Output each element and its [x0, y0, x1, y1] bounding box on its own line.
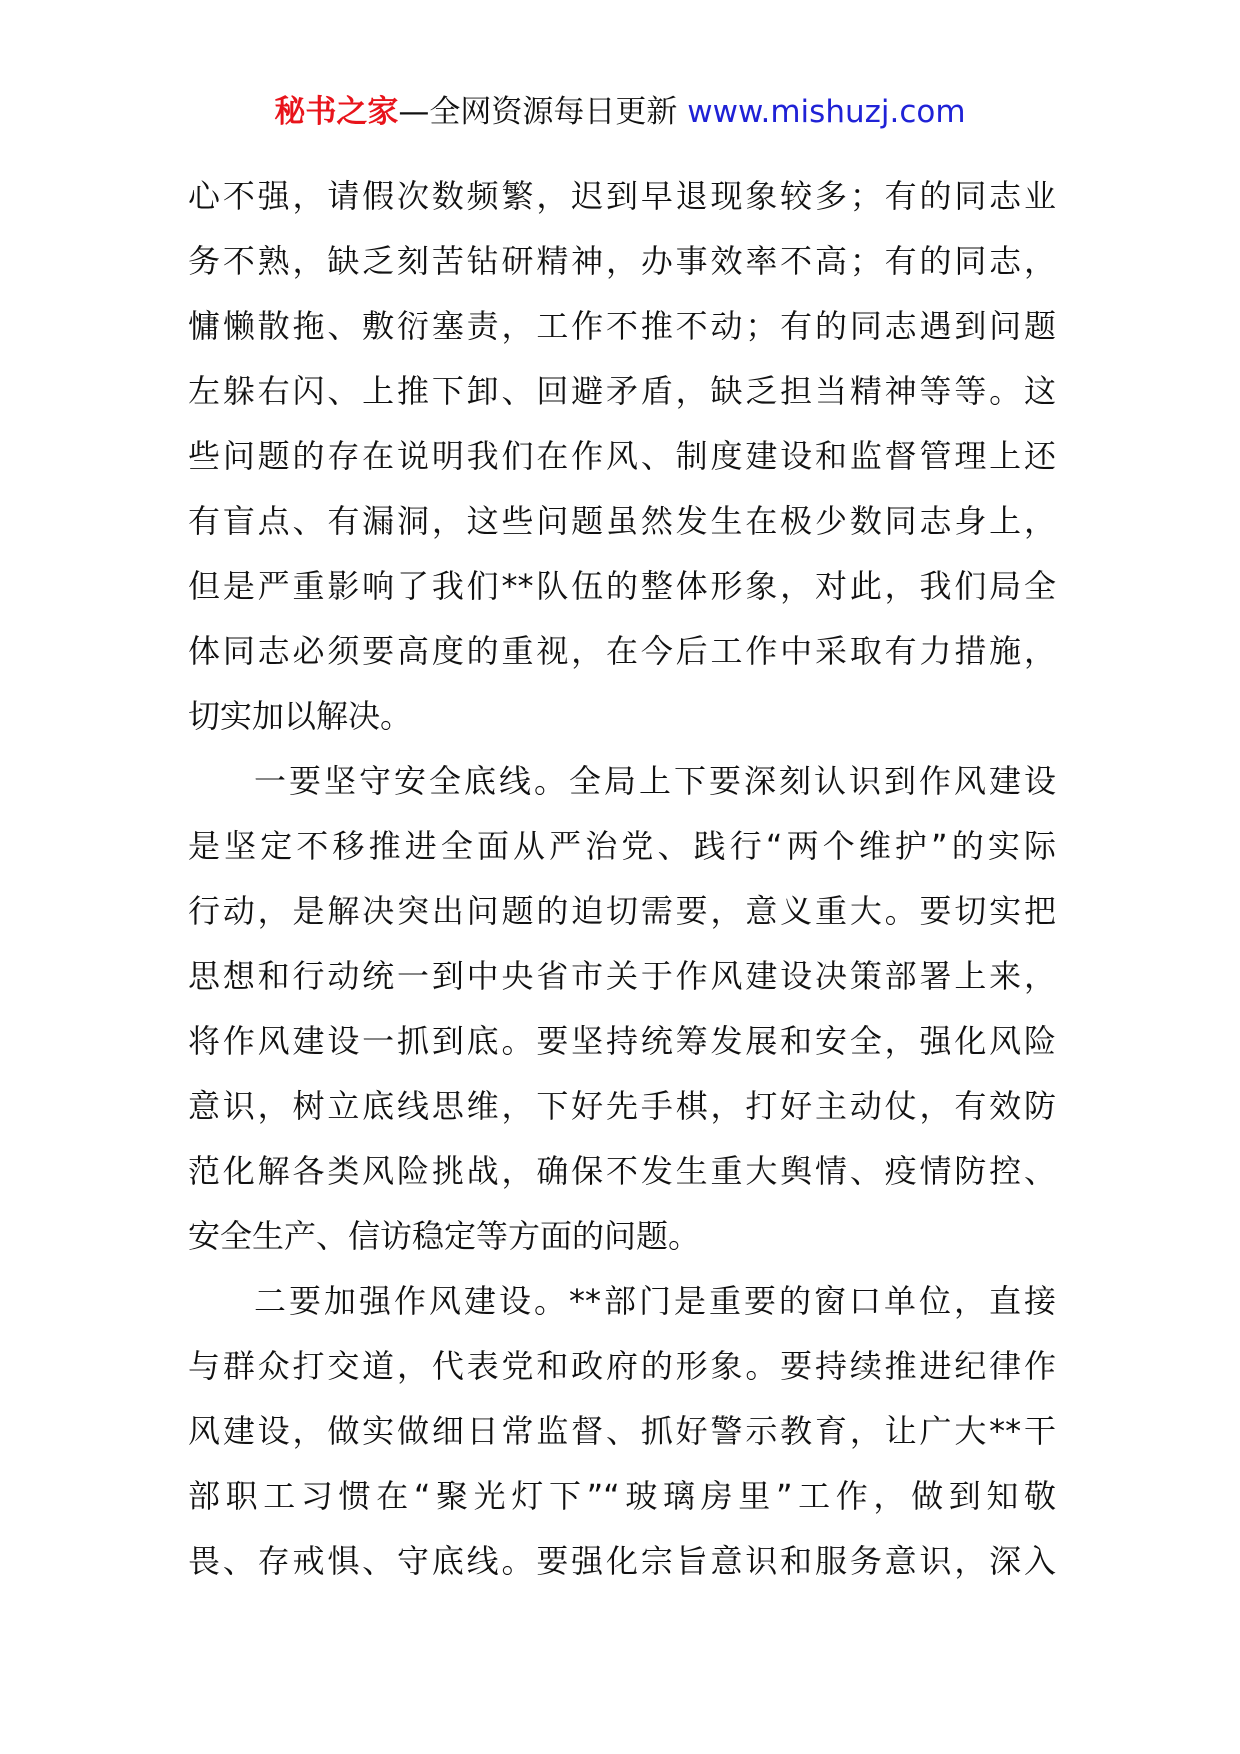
text-line: 慵懒散拖、敷衍塞责，工作不推不动；有的同志遇到问题 [188, 307, 1056, 345]
site-header [0, 92, 1240, 132]
document-body [188, 164, 1056, 1594]
text-line: 但是严重影响了我们**队伍的整体形象，对此，我们局全 [188, 567, 1056, 605]
text-line: 有盲点、有漏洞，这些问题虽然发生在极少数同志身上， [188, 502, 1056, 540]
text-line: 思想和行动统一到中央省市关于作风建设决策部署上来， [188, 957, 1056, 995]
text-line: 畏、存戒惧、守底线。要强化宗旨意识和服务意识，深入 [188, 1542, 1056, 1580]
paragraph-end-line: 切实加以解决。 [188, 697, 413, 735]
header-tagline: —全网资源每日更新 [398, 94, 688, 130]
text-line: 范化解各类风险挑战，确保不发生重大舆情、疫情防控、 [188, 1152, 1056, 1190]
text-line: 意识，树立底线思维，下好先手棋，打好主动仗，有效防 [188, 1087, 1056, 1125]
text-line: 心不强，请假次数频繁，迟到早退现象较多；有的同志业 [188, 177, 1056, 215]
text-line: 风建设，做实做细日常监督、抓好警示教育，让广大**干 [188, 1412, 1056, 1450]
brand-name: 秘书之家 [274, 94, 399, 130]
paragraph-end-line: 安全生产、信访稳定等方面的问题。 [188, 1217, 701, 1255]
section-heading-line: 一要坚守安全底线。全局上下要深刻认识到作风建设 [254, 762, 1056, 800]
text-line: 些问题的存在说明我们在作风、制度建设和监督管理上还 [188, 437, 1056, 475]
text-line: 是坚定不移推进全面从严治党、践行“两个维护”的实际 [188, 827, 1056, 865]
text-line: 体同志必须要高度的重视，在今后工作中采取有力措施， [188, 632, 1056, 670]
text-line: 将作风建设一抓到底。要坚持统筹发展和安全，强化风险 [188, 1022, 1056, 1060]
text-line: 行动，是解决突出问题的迫切需要，意义重大。要切实把 [188, 892, 1056, 930]
site-url-link[interactable]: www.mishuzj.com [687, 94, 966, 130]
text-line: 与群众打交道，代表党和政府的形象。要持续推进纪律作 [188, 1347, 1056, 1385]
text-line: 部职工习惯在“聚光灯下”“玻璃房里”工作，做到知敬 [188, 1477, 1056, 1515]
text-line: 左躲右闪、上推下卸、回避矛盾，缺乏担当精神等等。这 [188, 372, 1056, 410]
text-line: 务不熟，缺乏刻苦钻研精神，办事效率不高；有的同志， [188, 242, 1056, 280]
section-heading-line: 二要加强作风建设。**部门是重要的窗口单位，直接 [254, 1282, 1056, 1320]
